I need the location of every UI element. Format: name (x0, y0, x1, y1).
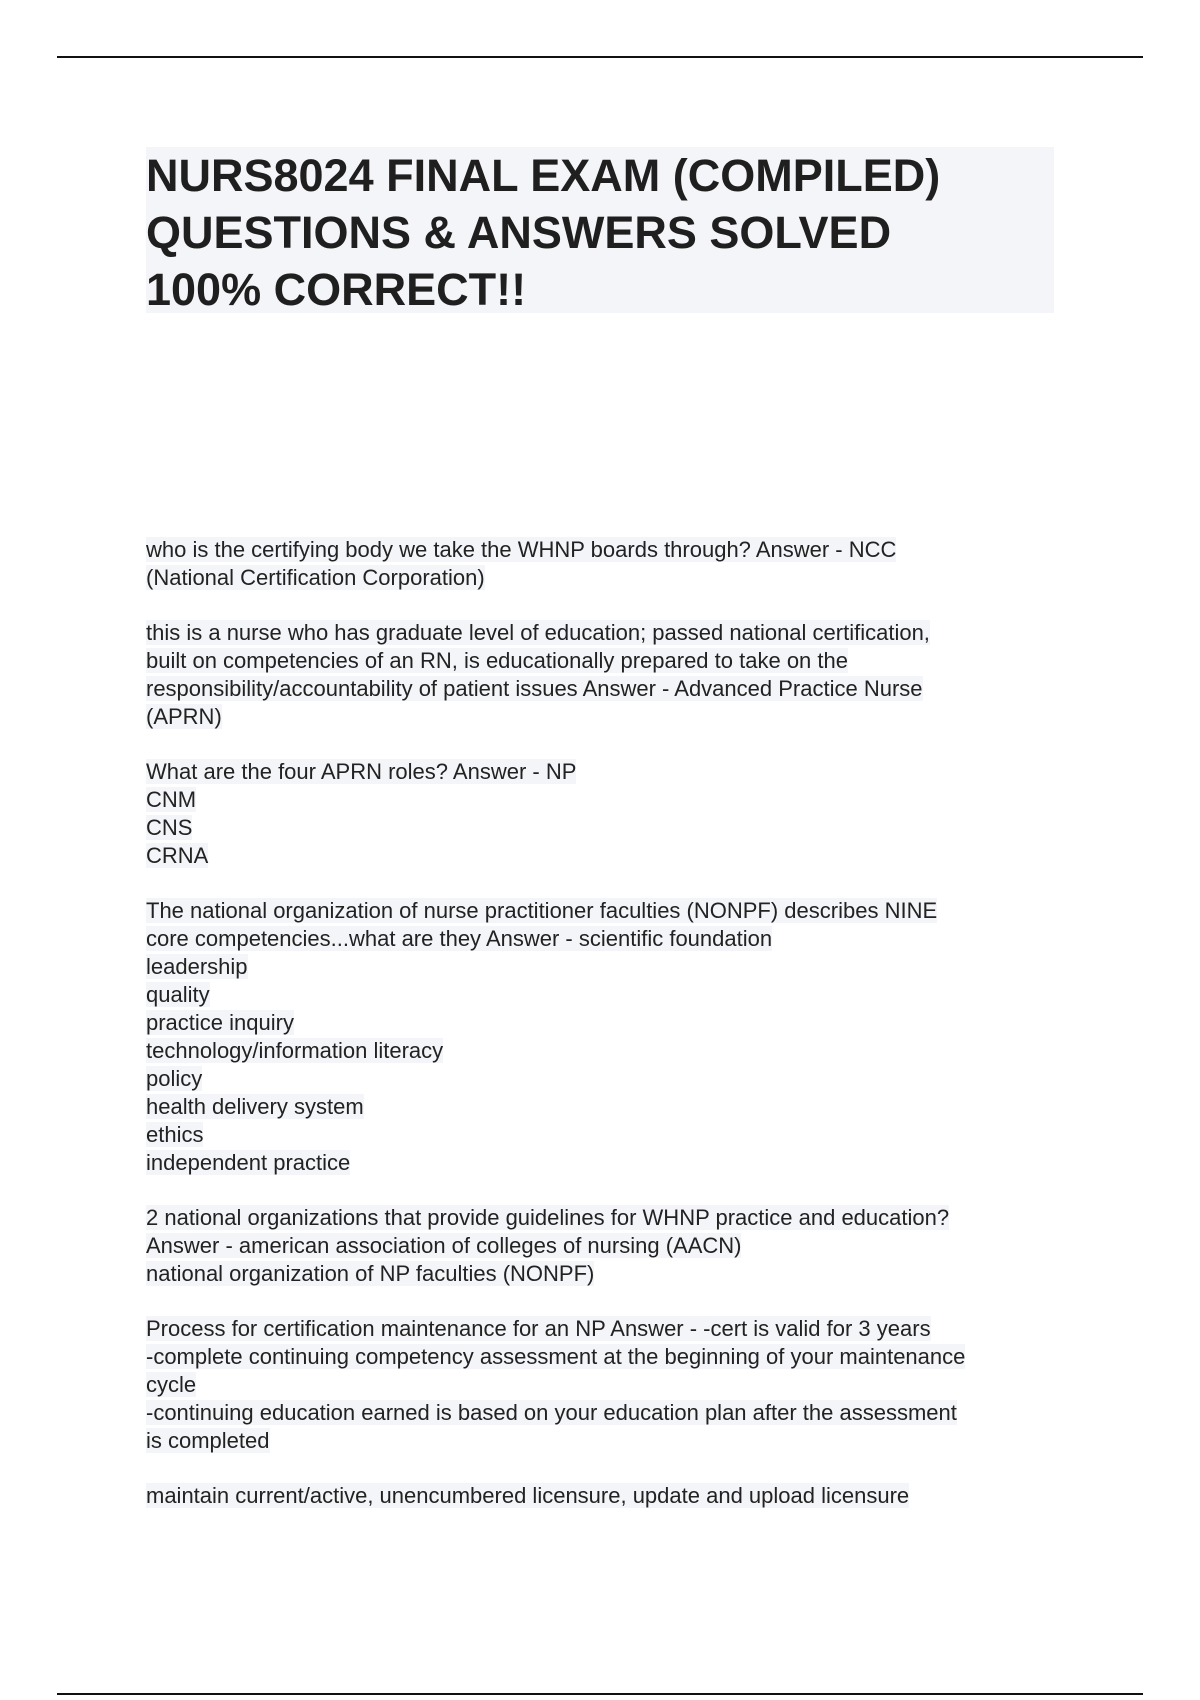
qa-line-text: -complete continuing competency assessment at the beginning of your maintenance (146, 1344, 966, 1369)
qa-line-text: this is a nurse who has graduate level of education; passed national certification, (146, 620, 930, 645)
qa-line (146, 897, 1086, 925)
qa-line (146, 536, 1086, 564)
bottom-divider (57, 1693, 1143, 1695)
qa-line (146, 1093, 1086, 1121)
qa-line-text: core competencies...what are they Answer - scientific foundation (146, 926, 773, 951)
qa-line (146, 758, 1086, 786)
qa-line-text: CNS (146, 815, 193, 840)
qa-line-text: health delivery system (146, 1094, 364, 1119)
qa-line (146, 981, 1086, 1009)
qa-line-text: maintain current/active, unencumbered licensure, update and upload licensure (146, 1483, 910, 1508)
title-line: 100% CORRECT!! (146, 264, 527, 315)
qa-line (146, 1343, 1086, 1371)
qa-line (146, 1204, 1086, 1232)
qa-line (146, 925, 1086, 953)
qa-item (146, 758, 1086, 870)
qa-line (146, 1121, 1086, 1149)
qa-line-text: national organization of NP faculties (NONPF) (146, 1261, 595, 1286)
qa-line (146, 703, 1086, 731)
qa-line-text: leadership (146, 954, 248, 979)
qa-line-text: -continuing education earned is based on your education plan after the assessment (146, 1400, 957, 1425)
qa-line (146, 564, 1086, 592)
qa-line (146, 619, 1086, 647)
qa-line-text: CNM (146, 787, 197, 812)
qa-line-text: (APRN) (146, 704, 222, 729)
qa-line (146, 1260, 1086, 1288)
qa-line-text: Process for certification maintenance for an NP Answer - -cert is valid for 3 years (146, 1316, 931, 1341)
qa-line-text: What are the four APRN roles? Answer - NP (146, 759, 577, 784)
qa-line-text: (National Certification Corporation) (146, 565, 485, 590)
qa-line-text: The national organization of nurse practitioner faculties (NONPF) describes NINE (146, 898, 938, 923)
qa-line (146, 1149, 1086, 1177)
top-divider (57, 56, 1143, 58)
qa-item (146, 1482, 1086, 1510)
qa-line (146, 1399, 1086, 1427)
title-line: NURS8024 FINAL EXAM (COMPILED) (146, 150, 941, 201)
qa-line (146, 1037, 1086, 1065)
qa-line-text: is completed (146, 1428, 270, 1453)
qa-line (146, 1482, 1086, 1510)
qa-line-text: practice inquiry (146, 1010, 294, 1035)
qa-line (146, 1371, 1086, 1399)
qa-line-text: 2 national organizations that provide guidelines for WHNP practice and education? (146, 1205, 950, 1230)
qa-item (146, 536, 1086, 592)
qa-item (146, 897, 1086, 1177)
qa-line-text: built on competencies of an RN, is educationally prepared to take on the (146, 648, 848, 673)
title-line: QUESTIONS & ANSWERS SOLVED (146, 207, 892, 258)
qa-line (146, 1009, 1086, 1037)
qa-line (146, 1315, 1086, 1343)
qa-item (146, 1315, 1086, 1455)
qa-line (146, 786, 1086, 814)
qa-line (146, 1427, 1086, 1455)
qa-item (146, 1204, 1086, 1288)
qa-line-text: who is the certifying body we take the WHNP boards through? Answer - NCC (146, 537, 897, 562)
qa-line-text: policy (146, 1066, 203, 1091)
qa-line (146, 814, 1086, 842)
qa-line (146, 953, 1086, 981)
qa-line-text: quality (146, 982, 210, 1007)
qa-item (146, 619, 1086, 731)
qa-line-text: cycle (146, 1372, 197, 1397)
qa-line (146, 675, 1086, 703)
qa-line-text: technology/information literacy (146, 1038, 444, 1063)
qa-line (146, 1065, 1086, 1093)
qa-line (146, 842, 1086, 870)
qa-content (146, 536, 1086, 1537)
qa-line-text: Answer - american association of colleges of nursing (AACN) (146, 1233, 742, 1258)
qa-line-text: CRNA (146, 843, 209, 868)
qa-line-text: ethics (146, 1122, 204, 1147)
qa-line-text: responsibility/accountability of patient issues Answer - Advanced Practice Nurse (146, 676, 923, 701)
qa-line-text: independent practice (146, 1150, 351, 1175)
qa-line (146, 647, 1086, 675)
qa-line (146, 1232, 1086, 1260)
document-title (146, 147, 1054, 318)
